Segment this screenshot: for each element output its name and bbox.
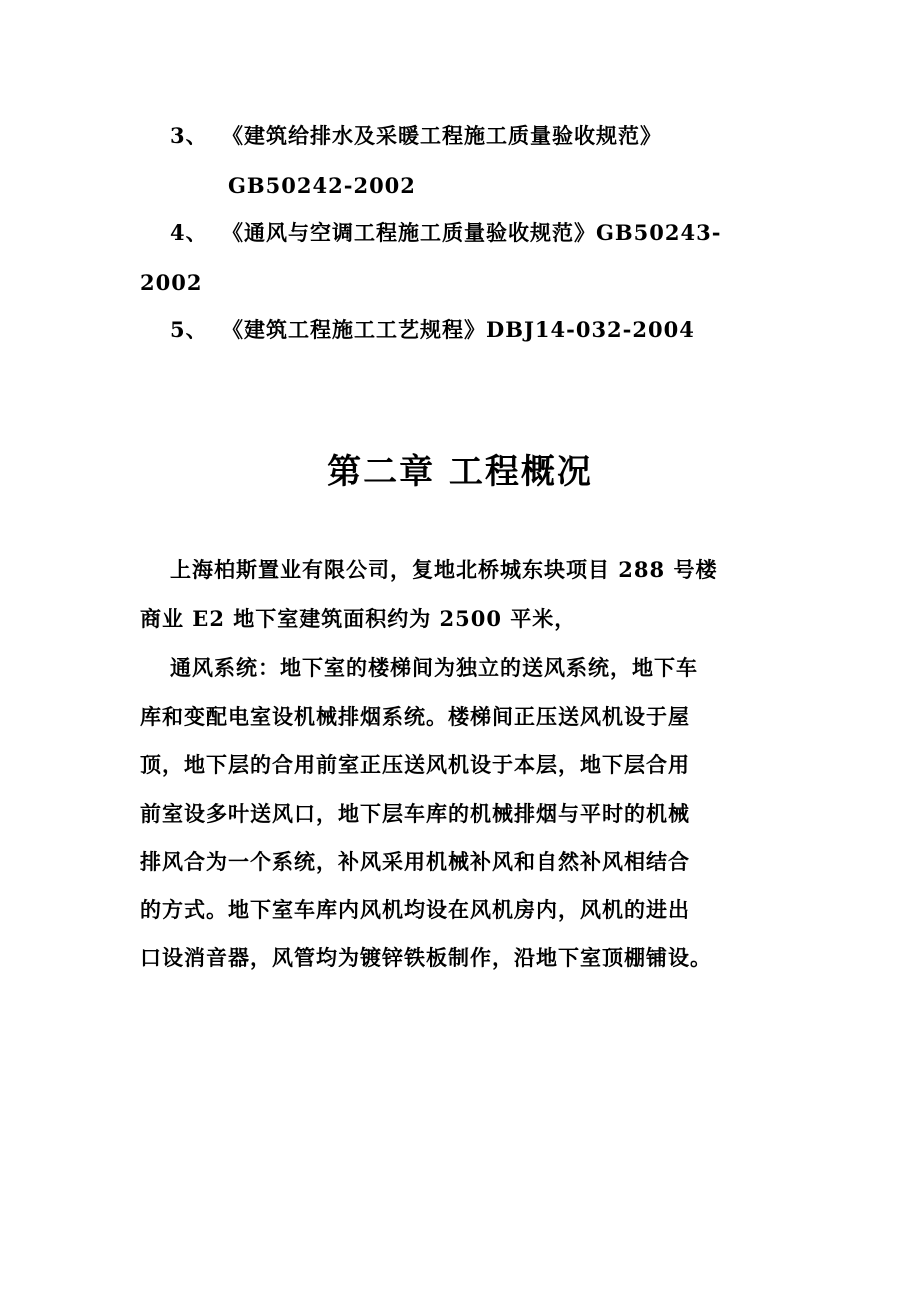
reference-number: 5、: [170, 317, 208, 342]
reference-number: 4、: [170, 220, 208, 245]
reference-number: 3、: [170, 123, 208, 148]
reference-title: 《建筑给排水及采暖工程施工质量验收规范》: [222, 123, 662, 148]
paragraph-line: 的方式。地下室车库内风机均设在风机房内，风机的进出: [140, 897, 690, 922]
paragraph-line: 通风系统：地下室的楼梯间为独立的送风系统，地下车: [170, 655, 698, 680]
paragraph-line: 库和变配电室设机械排烟系统。楼梯间正压送风机设于屋: [140, 704, 690, 729]
reference-title: 《建筑工程施工工艺规程》DBJ14-032-2004: [222, 317, 695, 342]
paragraph-line: 前室设多叶送风口，地下层车库的机械排烟与平时的机械: [140, 801, 690, 826]
paragraph-line: 口设消音器，风管均为镀锌铁板制作，沿地下室顶棚铺设。: [140, 945, 712, 970]
paragraph-line: 上海柏斯置业有限公司，复地北桥城东块项目 288 号楼: [170, 557, 718, 582]
paragraph-line: 商业 E2 地下室建筑面积约为 2500 平米，: [140, 606, 577, 631]
reference-title: 《通风与空调工程施工质量验收规范》GB50243-: [222, 220, 722, 245]
reference-code: GB50242-2002: [228, 173, 416, 198]
paragraph-line: 顶，地下层的合用前室正压送风机设于本层，地下层合用: [140, 752, 690, 777]
chapter-title: 第二章 工程概况: [327, 452, 593, 492]
paragraph-line: 排风合为一个系统，补风采用机械补风和自然补风相结合: [140, 849, 690, 874]
reference-code: 2002: [140, 270, 203, 295]
